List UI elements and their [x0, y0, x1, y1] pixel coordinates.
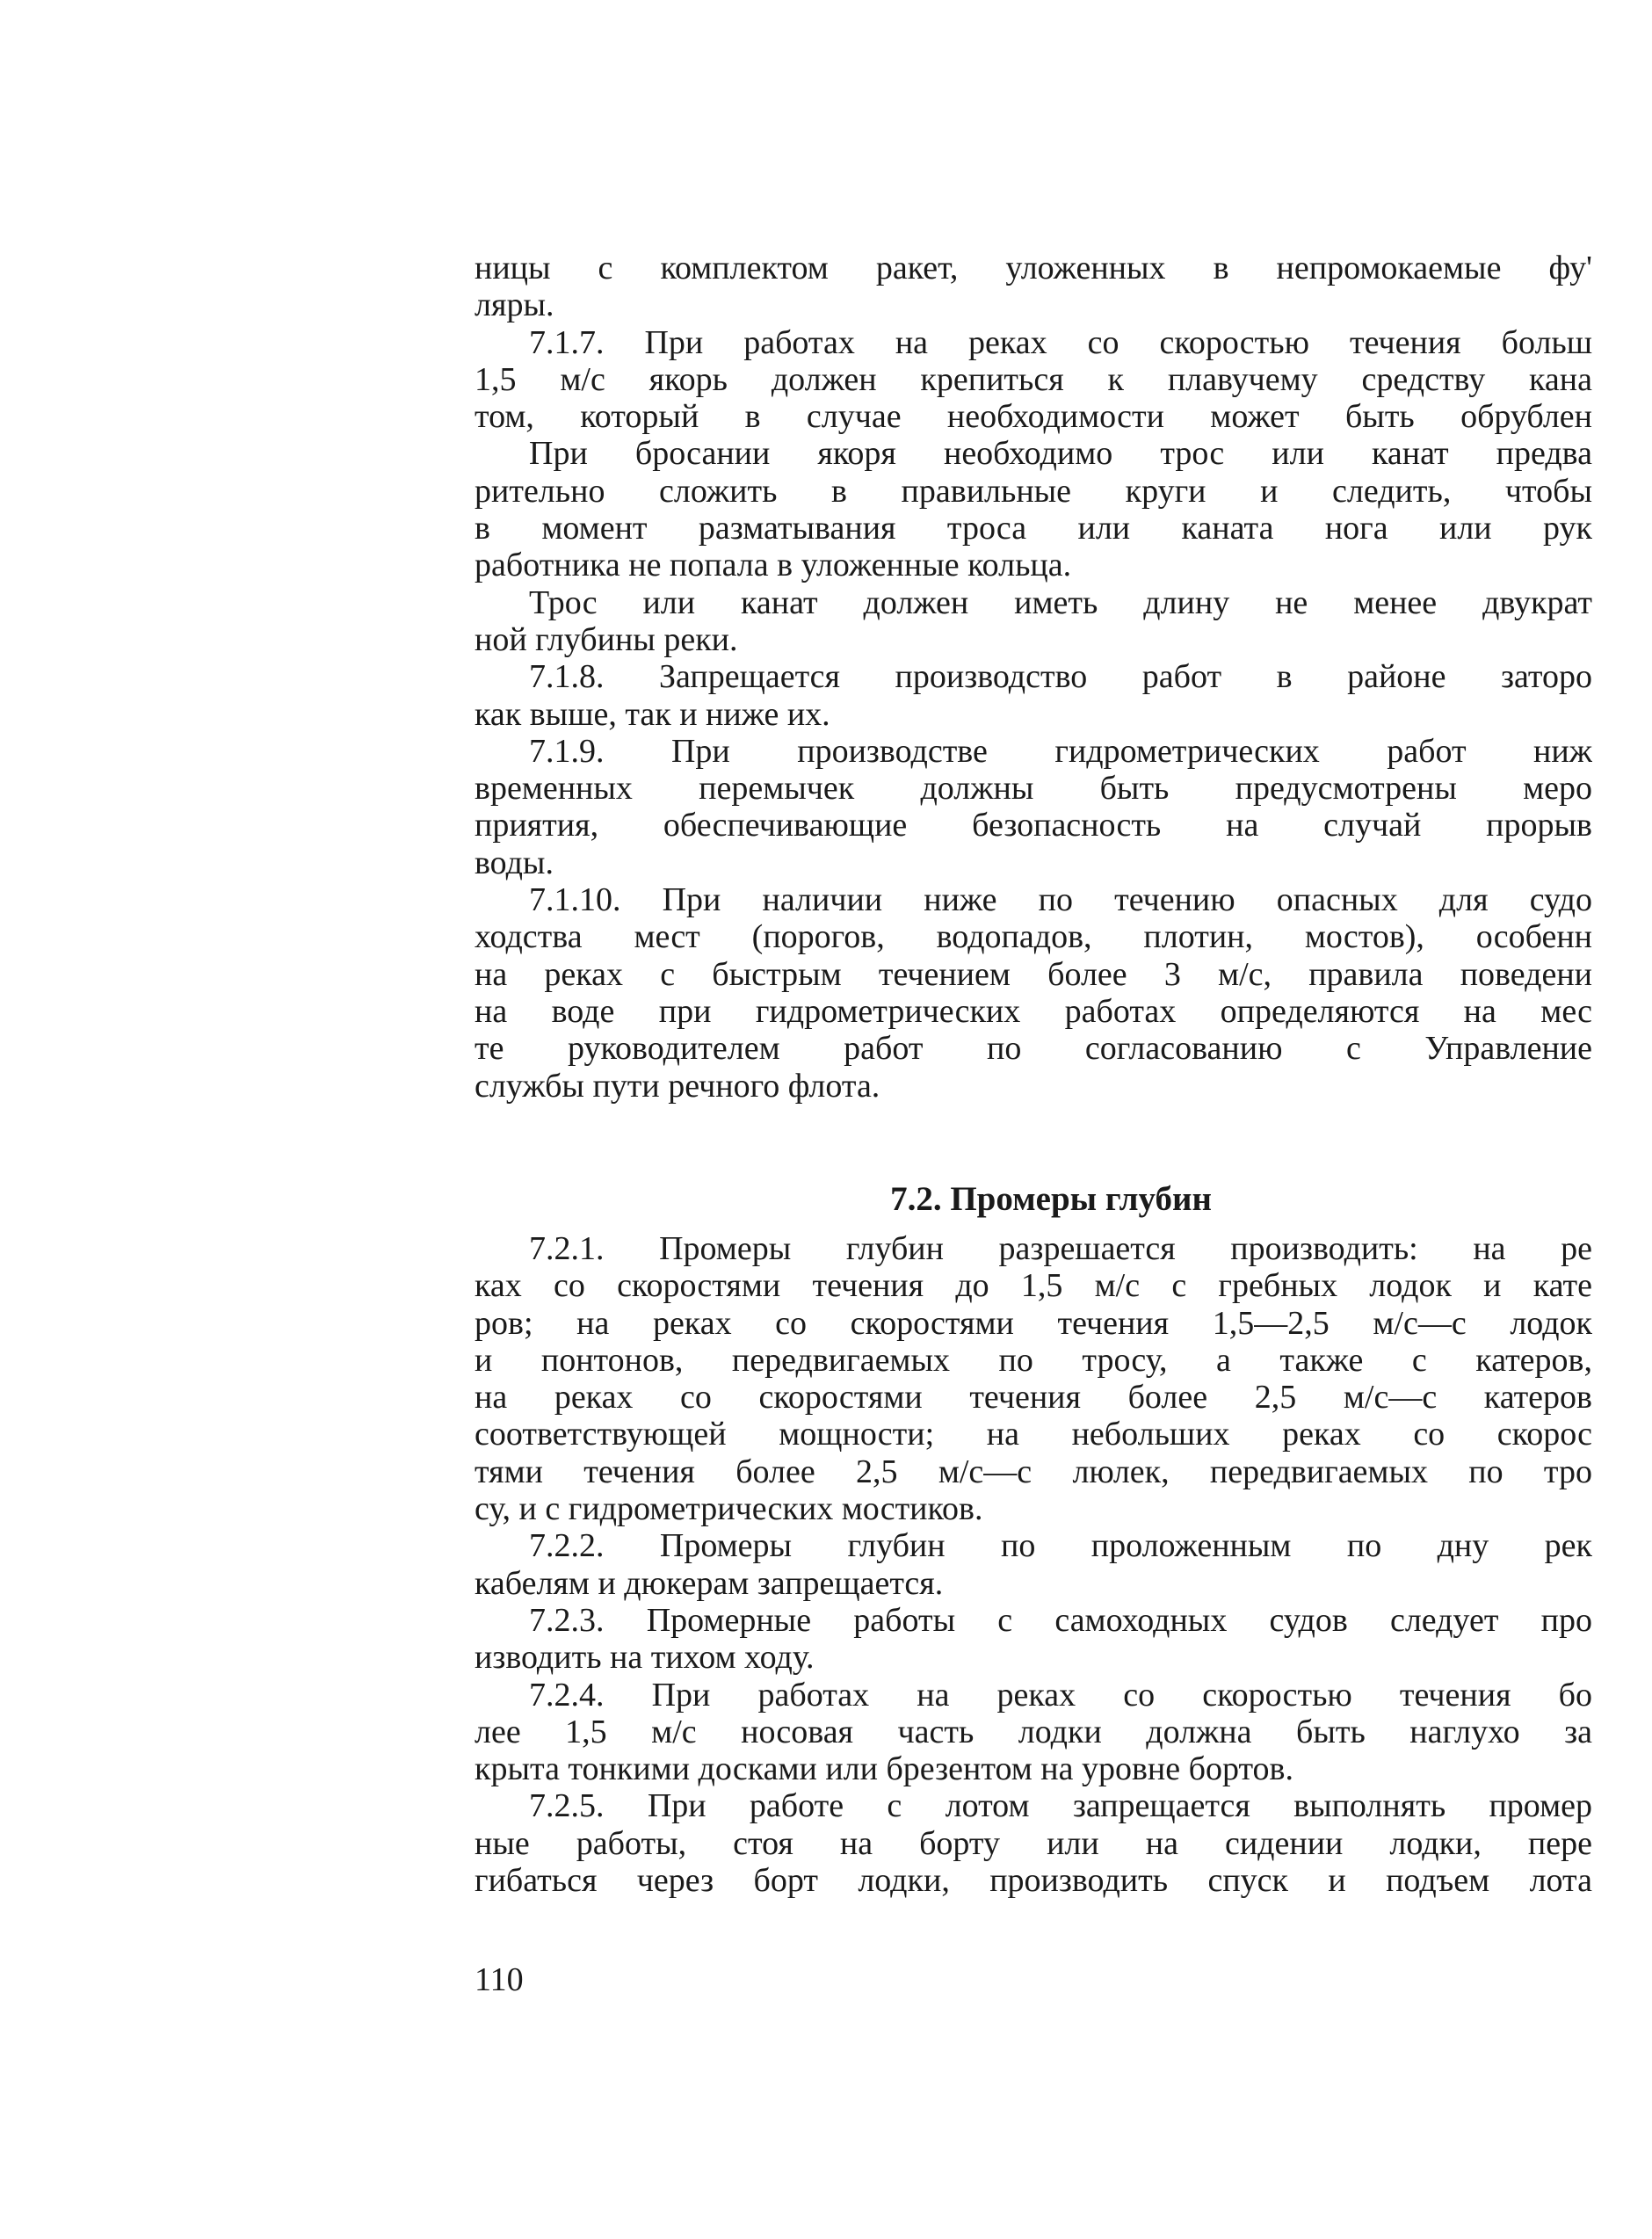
text-line: ках со скоростями течения до 1,5 м/с с гребных лодок и кате: [475, 1267, 1592, 1305]
text-line: как выше, так и ниже их.: [475, 695, 830, 733]
page-number: 110: [475, 1961, 524, 1998]
text-line: приятия, обеспечивающие безопасность на случай прорыв: [475, 807, 1592, 844]
text-line: 7.2.3. Промерные работы с самоходных судов следует про: [529, 1601, 1592, 1639]
text-line: 7.2.4. При работах на реках со скоростью течения бо: [529, 1676, 1592, 1714]
text-line: Трос или канат должен иметь длину не менее двукрат: [529, 583, 1592, 621]
text-line: лее 1,5 м/с носовая часть лодки должна быть наглухо за: [475, 1713, 1592, 1750]
text-line: 7.2.5. При работе с лотом запрещается выполнять промер: [529, 1787, 1592, 1825]
text-line: службы пути речного флота.: [475, 1067, 880, 1105]
text-line: ницы с комплектом ракет, уложенных в непромокаемые фу': [475, 250, 1592, 286]
text-line: ляры.: [475, 286, 554, 324]
text-line: ной глубины реки.: [475, 620, 738, 658]
text-line: 7.1.10. При наличии ниже по течению опасных для судо: [529, 881, 1592, 919]
text-line: на реках с быстрым течением более 3 м/с, правила поведени: [475, 955, 1592, 993]
text-line: ров; на реках со скоростями течения 1,5—2,5 м/с—с лодок: [475, 1304, 1592, 1342]
text-line: гибаться через борт лодки, производить спуск и подъем лота: [475, 1862, 1592, 1900]
text-line: 7.1.7. При работах на реках со скоростью течения больш: [529, 323, 1592, 361]
text-line: 7.2.2. Промеры глубин по проложенным по дну рек: [529, 1527, 1592, 1565]
section-7-2-text: [475, 1230, 1592, 1899]
text-line: на реках со скоростями течения более 2,5 м/с—с катеров: [475, 1379, 1592, 1417]
text-line: ходства мест (порогов, водопадов, плотин, мостов), особенн: [475, 918, 1592, 956]
text-line: рительно сложить в правильные круги и следить, чтобы: [475, 472, 1592, 510]
text-line: 1,5 м/с якорь должен крепиться к плавучему средству кана: [475, 360, 1592, 398]
section-7-1-text: [475, 250, 1592, 1105]
text-line: временных перемычек должны быть предусмотрены меро: [475, 770, 1592, 808]
text-line: тями течения более 2,5 м/с—с люлек, передвигаемых по тро: [475, 1453, 1592, 1490]
text-line: и понтонов, передвигаемых по тросу, а также с катеров,: [475, 1341, 1592, 1379]
text-line: работника не попала в уложенные кольца.: [475, 547, 1072, 584]
text-line: 7.2.1. Промеры глубин разрешается производить: на ре: [529, 1230, 1592, 1267]
section-heading: 7.2. Промеры глубин: [890, 1180, 1212, 1218]
text-line: При бросании якоря необходимо трос или канат предва: [529, 435, 1592, 473]
text-line: су, и с гидрометрических мостиков.: [475, 1490, 983, 1528]
text-line: том, который в случае необходимости может быть обрублен: [475, 398, 1592, 436]
text-line: соответствующей мощности; на небольших реках со скорос: [475, 1416, 1592, 1453]
text-line: 7.1.8. Запрещается производство работ в районе заторо: [529, 658, 1592, 696]
text-line: 7.1.9. При производстве гидрометрических работ ниж: [529, 732, 1592, 770]
text-line: на воде при гидрометрических работах определяются на мес: [475, 992, 1592, 1030]
text-line: крыта тонкими досками или брезентом на уровне бортов.: [475, 1750, 1294, 1788]
text-line: ные работы, стоя на борту или на сидении лодки, пере: [475, 1824, 1592, 1862]
text-line: изводить на тихом ходу.: [475, 1639, 815, 1677]
text-line: кабелям и дюкерам запрещается.: [475, 1564, 944, 1602]
text-line: воды.: [475, 844, 554, 881]
text-line: в момент разматывания троса или каната нога или рук: [475, 510, 1592, 547]
text-line: те руководителем работ по согласованию с Управление: [475, 1030, 1592, 1068]
